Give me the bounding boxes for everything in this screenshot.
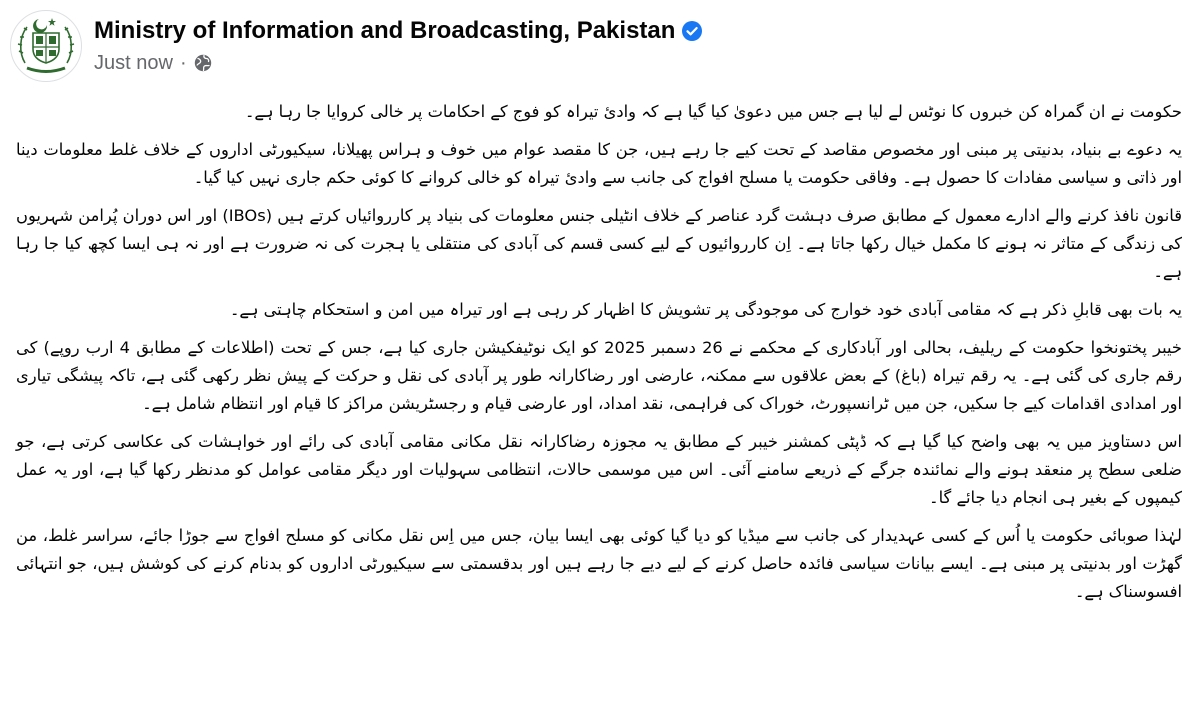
post-paragraph: یہ دعوے بے بنیاد، بدنیتی پر مبنی اور مخصوص مقاصد کے تحت کیے جا رہے ہیں، جن کا مقصد عوام میں خوف و ہراس پھیلانا، سیکیورٹی اداروں کے خلاف غلط معلومات دینا اور ذاتی و سیاسی مفادات کا حصول ہے۔ وفاقی حکومت یا مسلح افواج کی جانب سے وادئ تیراہ کو خالی کروانے کا کوئی حکم جاری نہیں کیا گیا۔ — [16, 140, 1182, 187]
avatar[interactable] — [10, 10, 82, 82]
post-paragraph: لہٰذا صوبائی حکومت یا اُس کے کسی عہدیدار کی جانب سے میڈیا کو دیا گیا کوئی بھی ایسا بیان، جس میں اِس نقل مکانی کو مسلح افواج سے جوڑا جائے، سراسر غلط، من گھڑت اور بدنیتی پر مبنی ہے۔ ایسے بیانات سیاسی فائدہ حاصل کرنے کے لیے دیے جا رہے ہیں اور بدقسمتی سے سیکیورٹی اداروں کو بدنام کرنے کی کوشش ہیں، جو انتہائی افسوسناک ہے۔ — [16, 526, 1182, 601]
post-meta — [94, 48, 702, 78]
post-timestamp[interactable]: Just now — [94, 51, 173, 74]
post-paragraph: خیبر پختونخوا حکومت کے ریلیف، بحالی اور آبادکاری کے محکمے نے 26 دسمبر 2025 کو ایک نوٹیفکیشن جاری کیا ہے، جس کے تحت (اطلاعات کے مطابق 4 ارب روپے) کی رقم جاری کی گئی ہے۔ یہ رقم تیراہ (باغ) کے بعض علاقوں سے ممکنہ، عارضی اور رضاکارانہ طور پر آبادی کی نقل و حرکت کے پیش نظر رکھی گئی ہے، تاکہ پیشگی تیاری اور امدادی اقدامات کیے جا سکیں، جن میں ٹرانسپورٹ، خوراک کی فراہمی، نقد امداد، اور عارضی قیام و رجسٹریشن مراکز کا قیام اور انتظام شامل ہے۔ — [16, 338, 1182, 413]
post-header — [10, 10, 702, 82]
post-header-text — [94, 14, 702, 78]
page-name-row — [94, 14, 702, 48]
page-name-link[interactable]: Ministry of Information and Broadcasting, Pakistan — [94, 17, 676, 44]
post-paragraph: قانون نافذ کرنے والے ادارے معمول کے مطابق صرف دہشت گرد عناصر کے خلاف انٹیلی جنس معلومات کی بنیاد پر کارروائیاں کرتے ہیں (IBOs) اور اس دوران پُرامن شہریوں کی زندگی کے متاثر نہ ہونے کا مکمل خیال رکھا جاتا ہے۔ اِن کارروائیوں کے لیے کسی قسم کی آبادی کی منتقلی یا ہجرت کی نہ ضرورت ہے اور نہ ہی ایسا کچھ کیا جا رہا ہے۔ — [16, 206, 1182, 281]
post-paragraph: حکومت نے ان گمراہ کن خبروں کا نوٹس لے لیا ہے جس میں دعویٰ کیا گیا ہے کہ وادئ تیراہ کو فوج کے احکامات پر خالی کروایا جا رہا ہے۔ — [244, 102, 1182, 121]
verified-badge-icon[interactable] — [682, 21, 702, 41]
meta-separator: · — [179, 51, 187, 74]
post-paragraph: اس دستاویز میں یہ بھی واضح کیا گیا ہے کہ ڈپٹی کمشنر خیبر کے مطابق یہ مجوزہ رضاکارانہ نقل مکانی مقامی آبادی کی رائے اور خواہشات کی عکاسی کرتی ہے، جو ضلعی سطح پر منعقد ہونے والے نمائندہ جرگے کے ذریعے سامنے آئی۔ اس میں موسمی حالات، انتظامی سہولیات اور دیگر مقامی عوامل کو مدنظر رکھا گیا ہے، اور یہ عمل کیمپوں کے بغیر ہی انجام دیا جائے گا۔ — [16, 432, 1182, 507]
globe-icon[interactable] — [194, 54, 212, 72]
government-emblem-icon — [13, 13, 79, 79]
post-paragraph: یہ بات بھی قابلِ ذکر ہے کہ مقامی آبادی خود خوارج کی موجودگی پر تشویش کا اظہار کر رہی ہے اور تیراہ میں امن و استحکام چاہتی ہے۔ — [229, 300, 1182, 319]
post-body — [16, 98, 1182, 616]
